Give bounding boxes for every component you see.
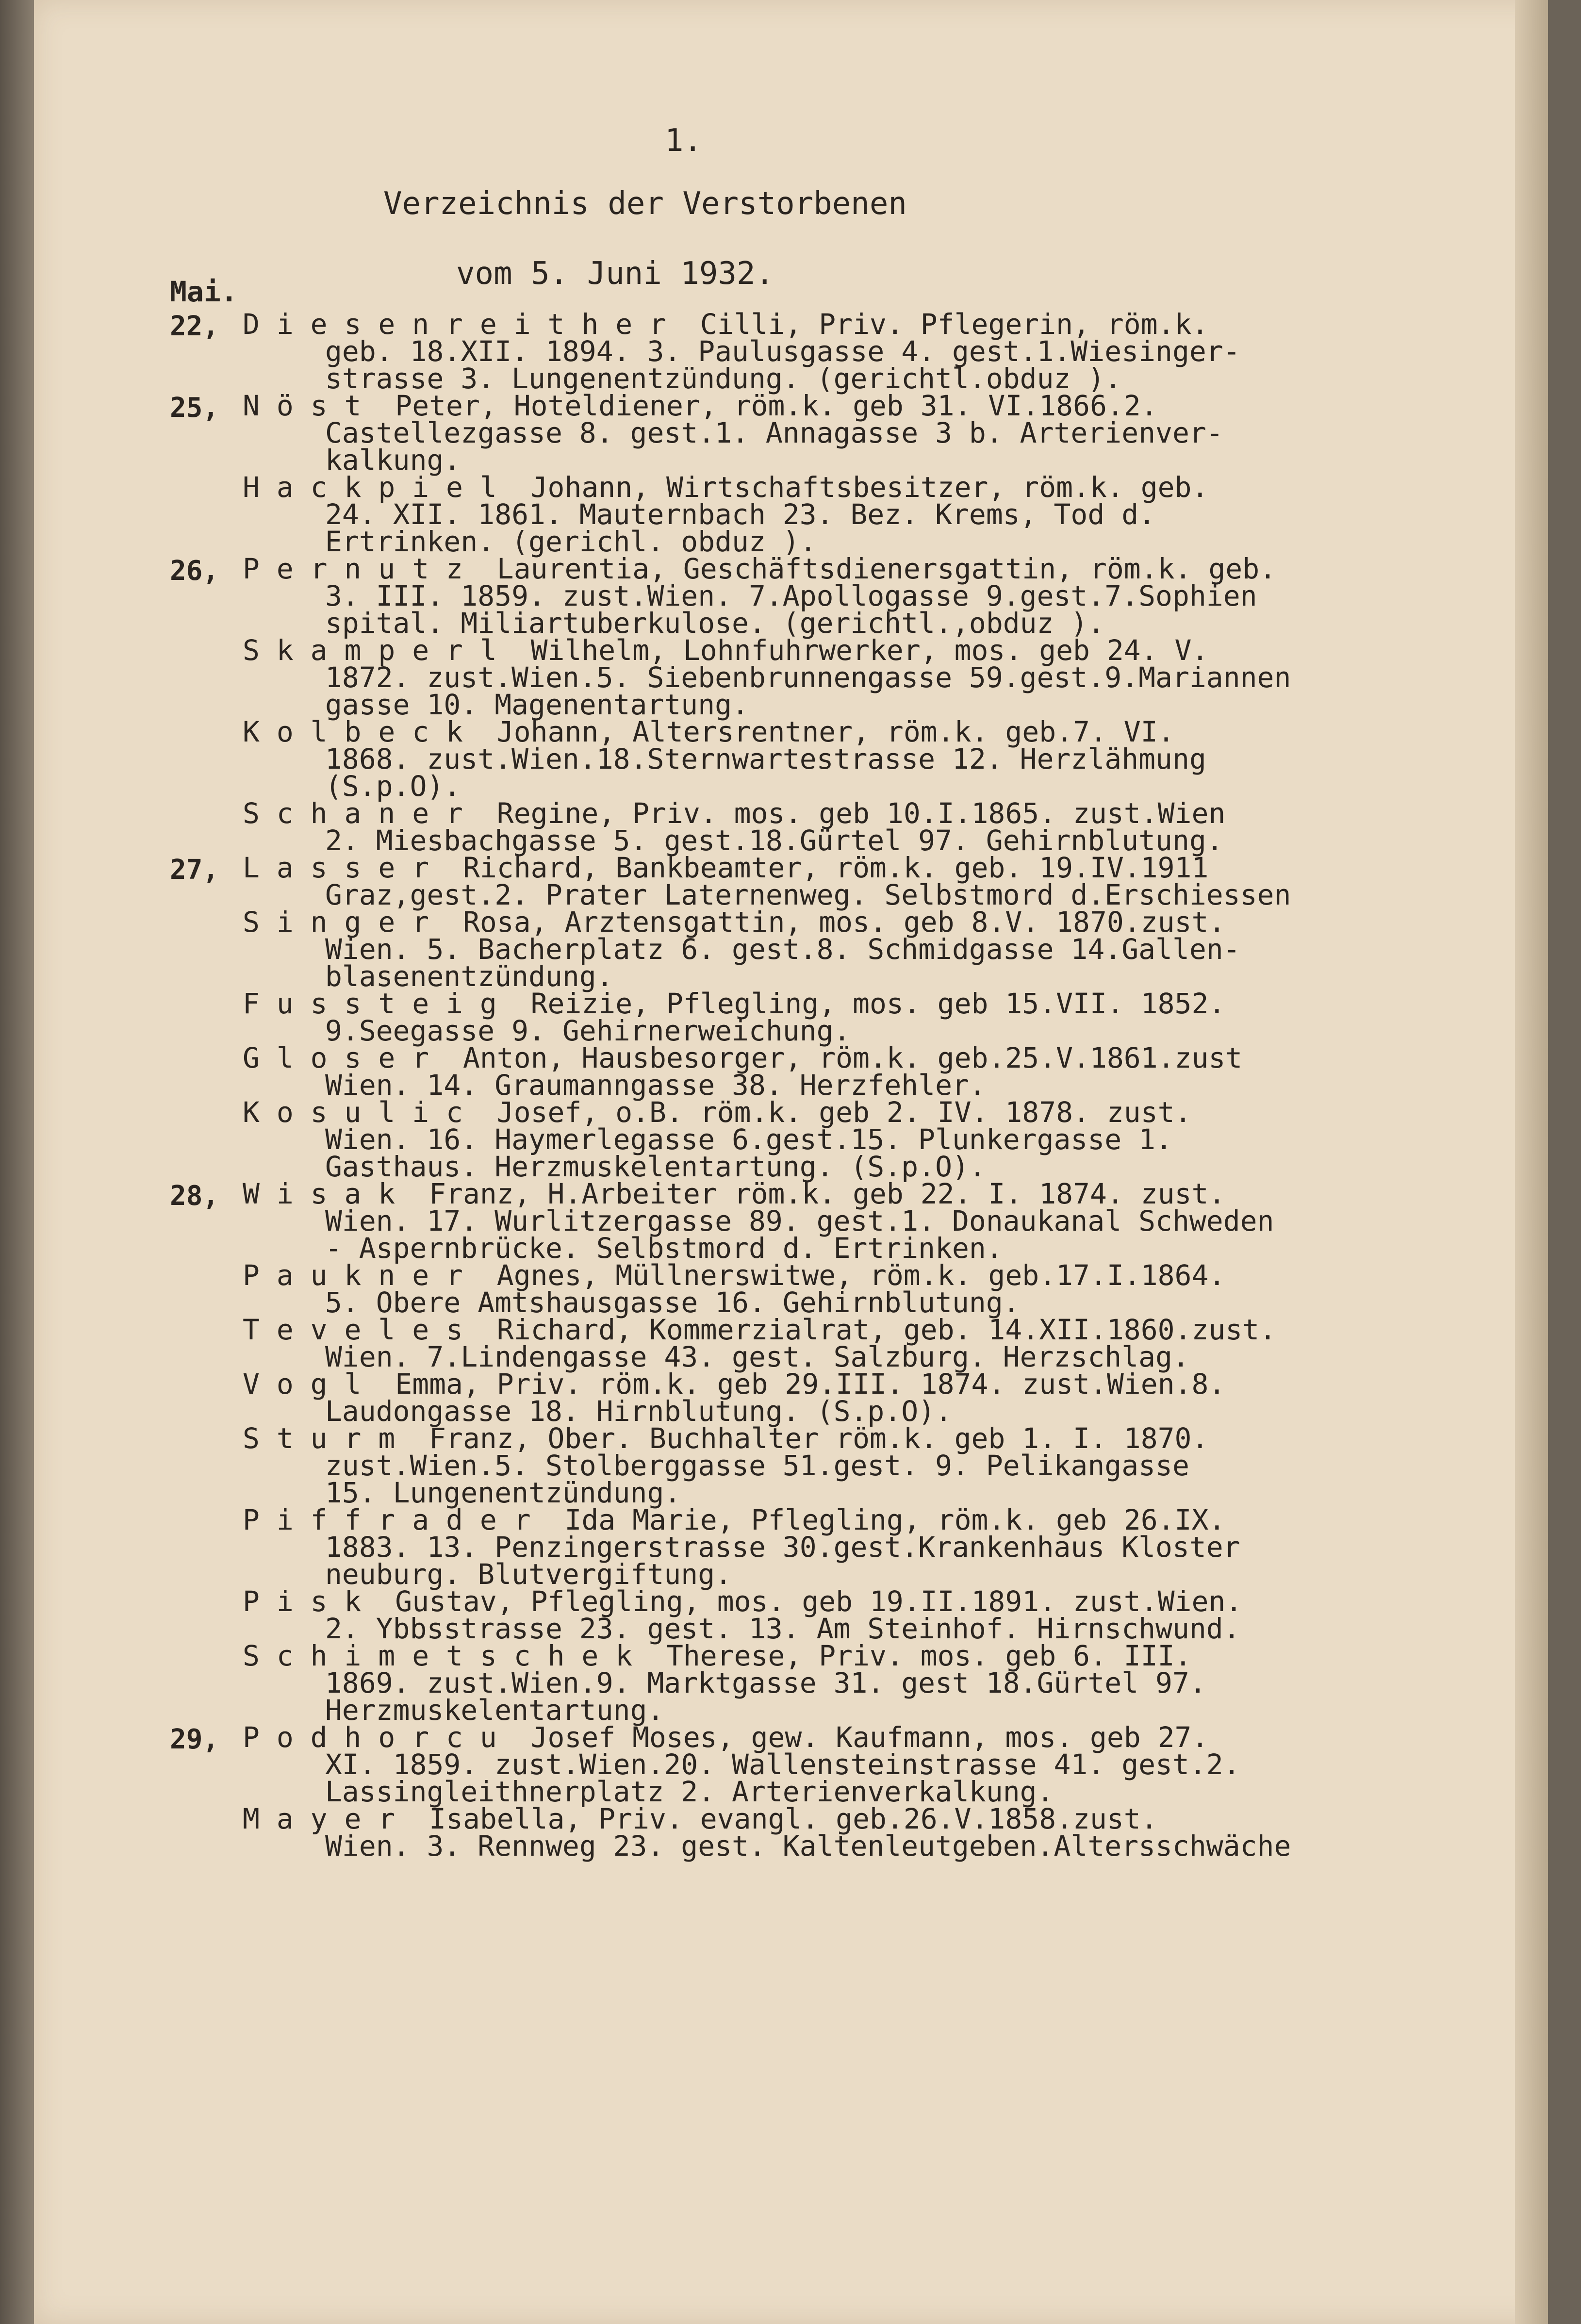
entry-detail-line: geb. 18.XII. 1894. 3. Paulusgasse 4. gest.1.Wiesinger- xyxy=(325,335,1240,368)
entry-detail-line: Wien. 5. Bacherplatz 6. gest.8. Schmidgasse 14.Gallen- xyxy=(325,933,1240,966)
entry-detail-line: Wien. 3. Rennweg 23. gest. Kaltenleutgeben.Altersschwäche xyxy=(325,1830,1291,1862)
entry-name-line: L a s s e r Richard, Bankbeamter, röm.k. geb. 19.IV.1911 xyxy=(243,851,1209,884)
entry-name-line: S c h i m e t s c h e k Therese, Priv. mos. geb 6. III. xyxy=(243,1639,1192,1672)
register-entry xyxy=(170,1503,1529,1591)
entry-name-line: N ö s t Peter, Hoteldiener, röm.k. geb 31. VI.1866.2. xyxy=(243,389,1158,422)
entry-detail-line: - Aspernbrücke. Selbstmord d. Ertrinken. xyxy=(325,1232,1003,1265)
entry-detail-line: Herzmuskelentartung. xyxy=(325,1694,664,1727)
entry-name-line: G l o s e r Anton, Hausbesorger, röm.k. geb.25.V.1861.zust xyxy=(243,1041,1243,1074)
register-entry xyxy=(170,389,1529,477)
entry-detail-line: 24. XII. 1861. Mauternbach 23. Bez. Krems, Tod d. xyxy=(325,498,1156,531)
entry-name-line: P i s k Gustav, Pflegling, mos. geb 19.II.1891. zust.Wien. xyxy=(243,1585,1243,1618)
entry-detail-line: spital. Miliartuberkulose. (gerichtl.,obduz ). xyxy=(325,607,1105,640)
register-entry xyxy=(170,1368,1529,1428)
register-entry xyxy=(170,1585,1529,1645)
entry-name-line: F u s s t e i g Reizie, Pflegling, mos. geb 15.VII. 1852. xyxy=(243,987,1226,1020)
register-entry xyxy=(170,1096,1529,1183)
entry-name-line: T e v e l e s Richard, Kommerzialrat, geb. 14.XII.1860.zust. xyxy=(243,1313,1277,1346)
register-entry xyxy=(170,1313,1529,1373)
entry-detail-line: Laudongasse 18. Hirnblutung. (S.p.O). xyxy=(325,1395,953,1428)
entry-detail-line: neuburg. Blutvergiftung. xyxy=(325,1558,732,1591)
entry-detail-line: 9.Seegasse 9. Gehirnerweichung. xyxy=(325,1014,851,1047)
entry-detail-line: Ertrinken. (gerichl. obduz ). xyxy=(325,525,817,558)
register-entry xyxy=(170,715,1529,803)
entry-detail-line: XI. 1859. zust.Wien.20. Wallensteinstrasse 41. gest.2. xyxy=(325,1748,1240,1781)
register-entry xyxy=(170,471,1529,558)
entry-name-line: S i n g e r Rosa, Arztensgattin, mos. geb 8.V. 1870.zust. xyxy=(243,906,1226,939)
page-number: 1. xyxy=(665,123,703,159)
entry-detail-line: gasse 10. Magenentartung. xyxy=(325,688,749,721)
entry-detail-line: strasse 3. Lungenentzündung. (gerichtl.obduz ). xyxy=(325,362,1122,395)
entry-detail-line: 5. Obere Amtshausgasse 16. Gehirnblutung. xyxy=(325,1286,1020,1319)
entry-date: 25, xyxy=(170,392,219,424)
register-entry xyxy=(170,906,1529,993)
register-entry xyxy=(170,851,1529,911)
entry-detail-line: Lassingleithnerplatz 2. Arterienverkalkung. xyxy=(325,1775,1054,1808)
entry-name-line: W i s a k Franz, H.Arbeiter röm.k. geb 22. I. 1874. zust. xyxy=(243,1177,1226,1210)
register-entry xyxy=(170,1259,1529,1319)
entry-detail-line: zust.Wien.5. Stolberggasse 51.gest. 9. Pelikangasse xyxy=(325,1449,1189,1482)
register-entry xyxy=(170,1721,1529,1808)
document-title: Verzeichnis der Verstorbenen xyxy=(383,186,907,222)
entry-name-line: S c h a n e r Regine, Priv. mos. geb 10.I.1865. zust.Wien xyxy=(243,797,1226,830)
entry-detail-line: 15. Lungenentzündung. xyxy=(325,1476,681,1509)
entry-detail-line: kalkung. xyxy=(325,444,461,477)
register-entry xyxy=(170,987,1529,1047)
entry-detail-line: Gasthaus. Herzmuskelentartung. (S.p.O). xyxy=(325,1150,986,1183)
entry-name-line: P e r n u t z Laurentia, Geschäftsdienersgattin, röm.k. geb. xyxy=(243,552,1277,585)
register-entry xyxy=(170,1177,1529,1265)
entry-detail-line: Wien. 16. Haymerlegasse 6.gest.15. Plunkergasse 1. xyxy=(325,1123,1172,1156)
entry-detail-line: 1883. 13. Penzingerstrasse 30.gest.Krankenhaus Kloster xyxy=(325,1531,1240,1564)
entry-name-line: P i f f r a d e r Ida Marie, Pflegling, röm.k. geb 26.IX. xyxy=(243,1503,1226,1536)
month-label: Mai. xyxy=(170,275,238,308)
entry-detail-line: Wien. 7.Lindengasse 43. gest. Salzburg. Herzschlag. xyxy=(325,1340,1189,1373)
entry-detail-line: Graz,gest.2. Prater Laternenweg. Selbstmord d.Erschiessen xyxy=(325,878,1291,911)
entry-name-line: K o l b e c k Johann, Altersrentner, röm.k. geb.7. VI. xyxy=(243,715,1175,748)
entry-detail-line: Wien. 17. Wurlitzergasse 89. gest.1. Donaukanal Schweden xyxy=(325,1204,1274,1237)
entry-detail-line: 2. Miesbachgasse 5. gest.18.Gürtel 97. Gehirnblutung. xyxy=(325,824,1223,857)
entry-date: 27, xyxy=(170,854,219,886)
register-entry xyxy=(170,1802,1529,1862)
entry-name-line: V o g l Emma, Priv. röm.k. geb 29.III. 1874. zust.Wien.8. xyxy=(243,1368,1226,1401)
entry-name-line: K o s u l i c Josef, o.B. röm.k. geb 2. IV. 1878. zust. xyxy=(243,1096,1192,1129)
entry-date: 28, xyxy=(170,1180,219,1212)
register-entry xyxy=(170,308,1529,395)
entry-name-line: P o d h o r c u Josef Moses, gew. Kaufmann, mos. geb 27. xyxy=(243,1721,1209,1754)
death-register-list xyxy=(170,308,1529,1862)
entry-date: 22, xyxy=(170,311,219,342)
entry-name-line: D i e s e n r e i t h e r Cilli, Priv. Pflegerin, röm.k. xyxy=(243,308,1209,341)
register-entry xyxy=(170,1639,1529,1727)
register-entry xyxy=(170,797,1529,857)
entry-name-line: P a u k n e r Agnes, Müllnerswitwe, röm.k. geb.17.I.1864. xyxy=(243,1259,1226,1292)
entry-name-line: M a y e r Isabella, Priv. evangl. geb.26.V.1858.zust. xyxy=(243,1802,1158,1835)
document-subtitle: vom 5. Juni 1932. xyxy=(456,256,774,292)
entry-detail-line: (S.p.O). xyxy=(325,770,461,803)
entry-date: 26, xyxy=(170,555,219,587)
entry-name-line: S t u r m Franz, Ober. Buchhalter röm.k. geb 1. I. 1870. xyxy=(243,1422,1209,1455)
register-entry xyxy=(170,1041,1529,1102)
entry-detail-line: 3. III. 1859. zust.Wien. 7.Apollogasse 9.gest.7.Sophien xyxy=(325,579,1257,612)
register-entry xyxy=(170,552,1529,640)
entry-name-line: H a c k p i e l Johann, Wirtschaftsbesitzer, röm.k. geb. xyxy=(243,471,1209,504)
entry-detail-line: 2. Ybbsstrasse 23. gest. 13. Am Steinhof. Hirnschwund. xyxy=(325,1612,1240,1645)
entry-detail-line: 1872. zust.Wien.5. Siebenbrunnengasse 59.gest.9.Mariannen xyxy=(325,661,1291,694)
entry-detail-line: blasenentzündung. xyxy=(325,960,613,993)
entry-detail-line: Wien. 14. Graumanngasse 38. Herzfehler. xyxy=(325,1069,986,1102)
register-entry xyxy=(170,1422,1529,1509)
entry-detail-line: 1868. zust.Wien.18.Sternwartestrasse 12. Herzlähmung xyxy=(325,742,1206,775)
entry-detail-line: Castellezgasse 8. gest.1. Annagasse 3 b. Arterienver- xyxy=(325,416,1223,449)
binding-shadow xyxy=(0,0,34,2324)
entry-detail-line: 1869. zust.Wien.9. Marktgasse 31. gest 18.Gürtel 97. xyxy=(325,1666,1206,1699)
entry-date: 29, xyxy=(170,1724,219,1755)
register-entry xyxy=(170,634,1529,721)
entry-name-line: S k a m p e r l Wilhelm, Lohnfuhrwerker, mos. geb 24. V. xyxy=(243,634,1209,667)
